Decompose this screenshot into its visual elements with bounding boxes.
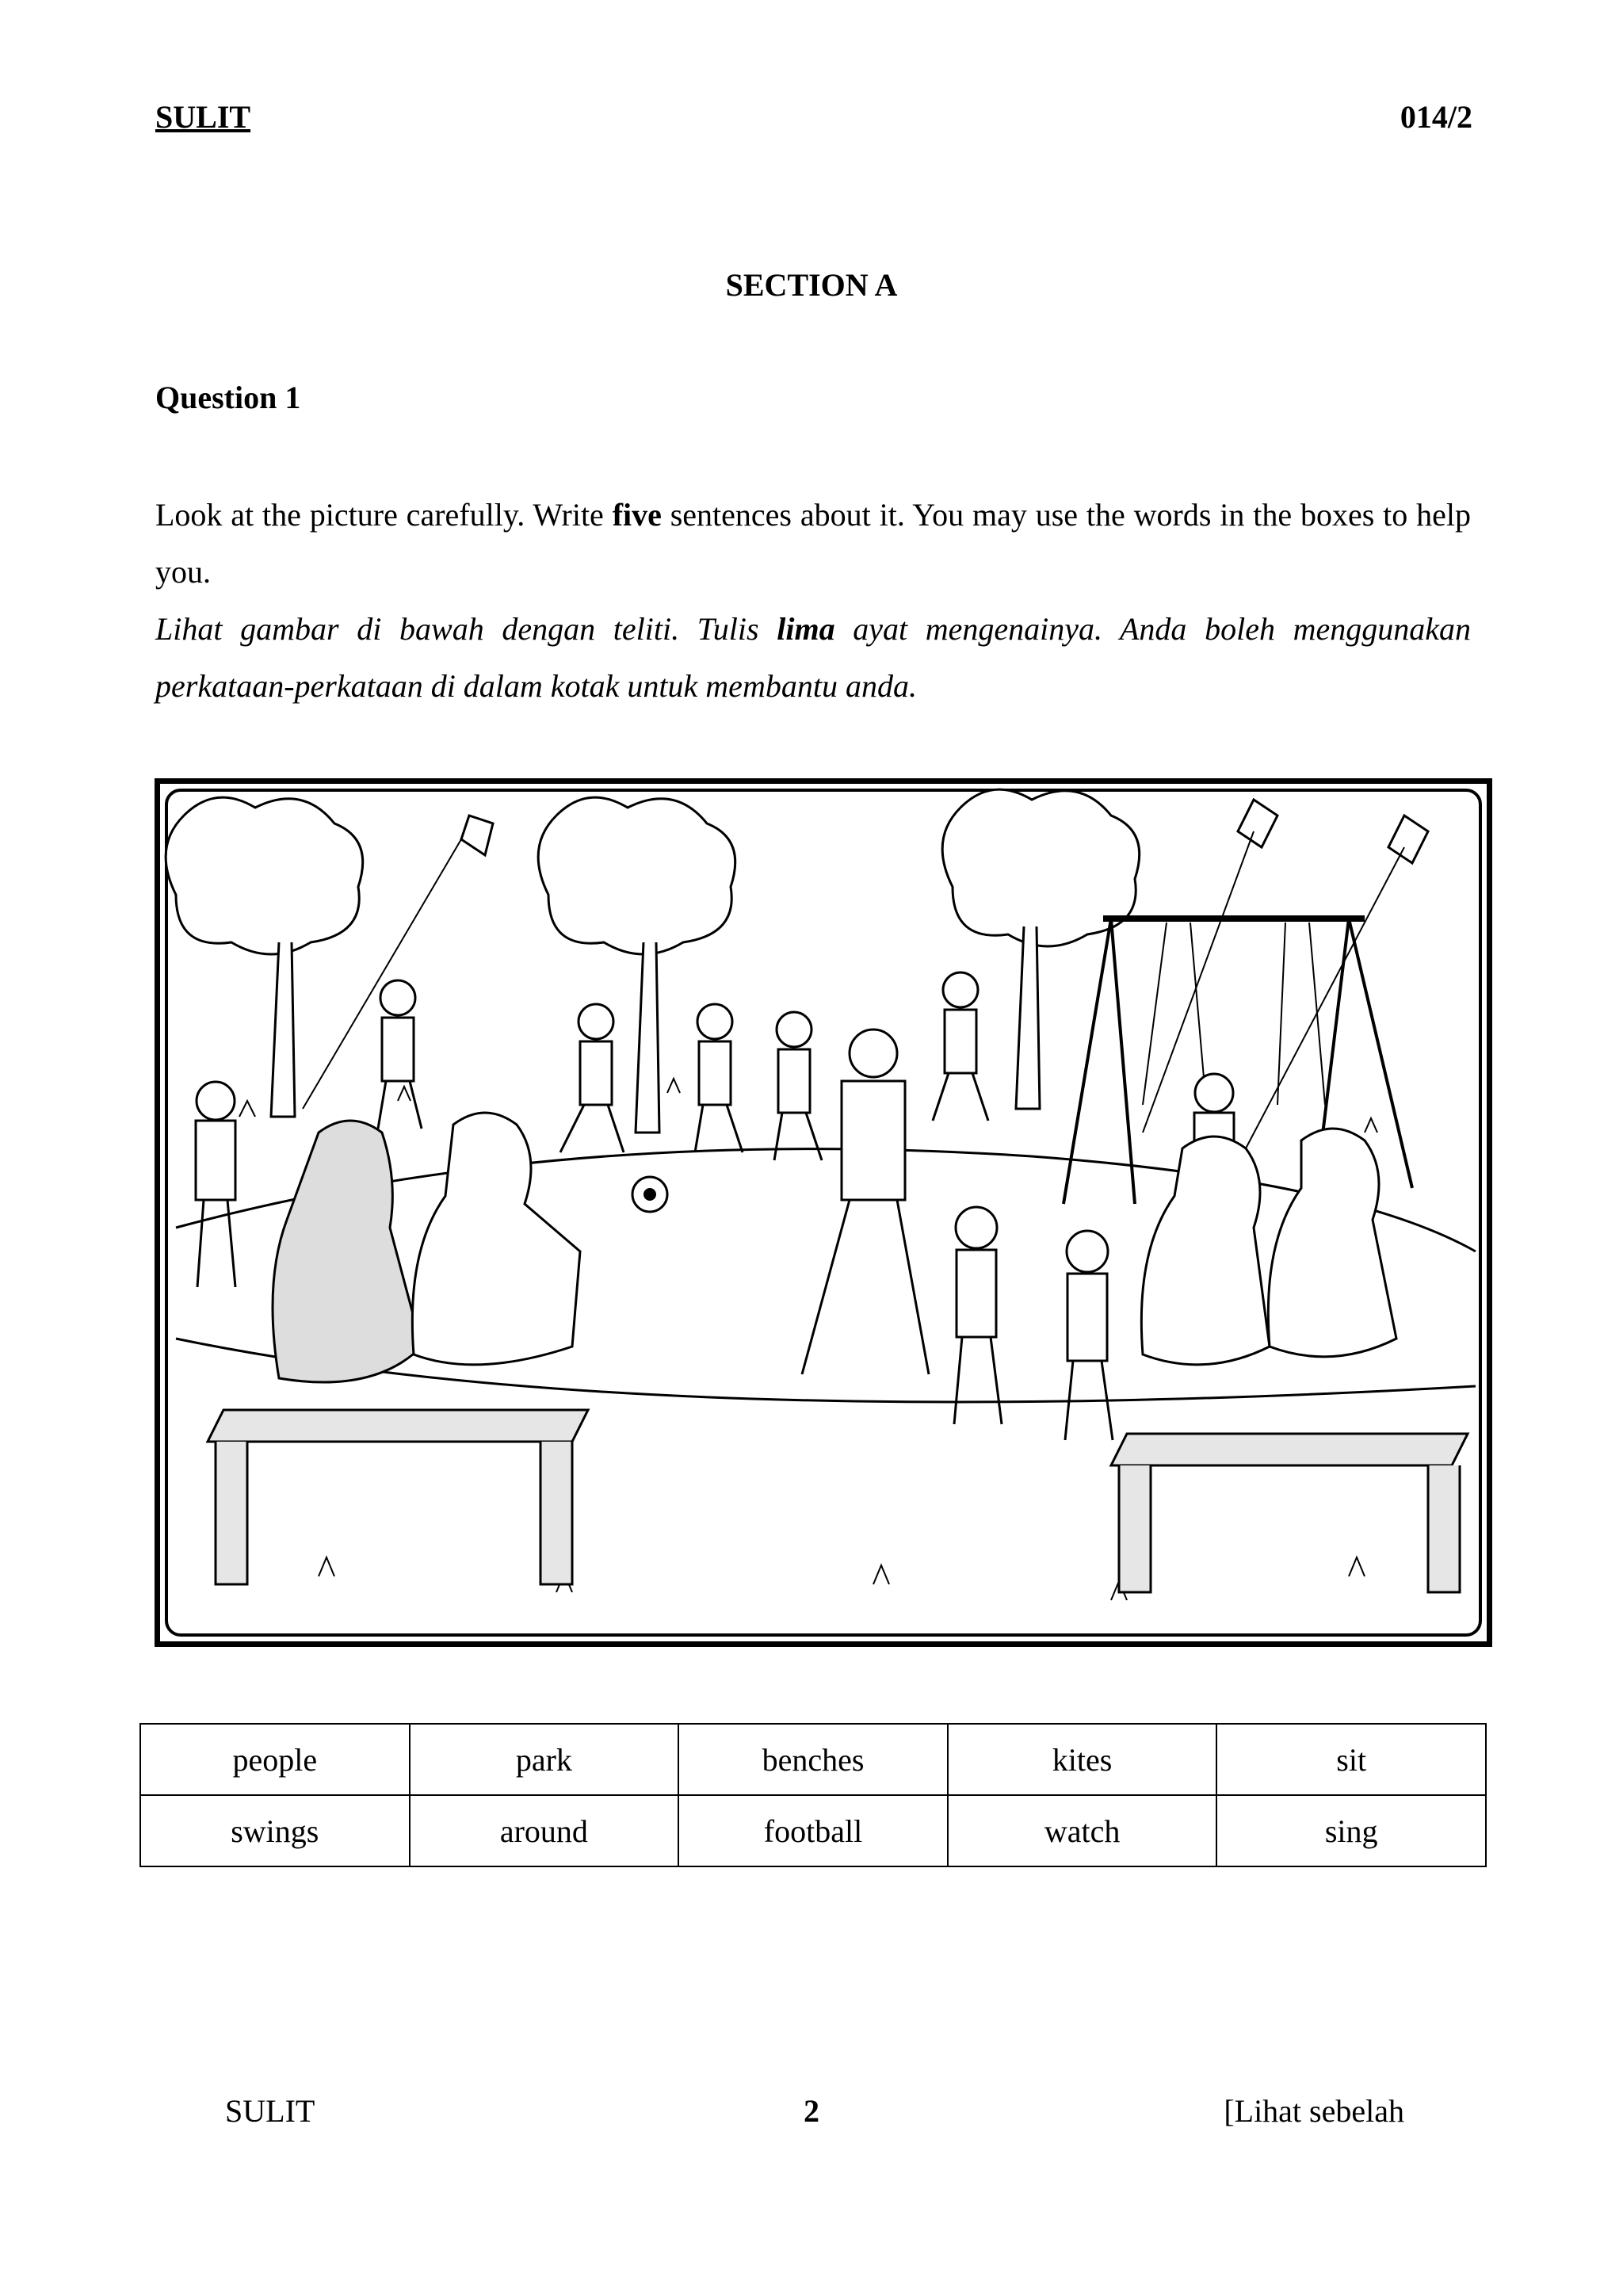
word-cell: sing [1216, 1795, 1486, 1866]
header-sulit: SULIT [155, 99, 251, 135]
word-cell: benches [678, 1724, 948, 1795]
word-cell: football [678, 1795, 948, 1866]
word-cell: sit [1216, 1724, 1486, 1795]
word-cell: watch [948, 1795, 1217, 1866]
section-title: SECTION A [725, 267, 898, 303]
header-paper-code: 014/2 [1400, 99, 1472, 135]
bench-icon [208, 1410, 1468, 1592]
word-cell: around [410, 1795, 679, 1866]
instructions-english: Look at the picture carefully. Write five sentences about it. You may use the words in the boxes to help you. [155, 497, 1471, 590]
word-cell: swings [140, 1795, 410, 1866]
word-cell: park [410, 1724, 679, 1795]
footer-sulit: SULIT [225, 2093, 315, 2129]
page-number: 2 [804, 2093, 819, 2129]
instructions-malay: Lihat gambar di bawah dengan teliti. Tulis lima ayat mengenainya. Anda boleh menggunakan perkataan-perkataan di dalam kotak untuk membantu anda. [155, 611, 1471, 704]
man-figure-icon [802, 1030, 929, 1374]
footer-next-page: [Lihat sebelah [1224, 2093, 1404, 2129]
football-icon [632, 1177, 667, 1212]
park-illustration [155, 778, 1492, 1647]
tree-icon [166, 789, 1140, 1133]
word-cell: people [140, 1724, 410, 1795]
question-title: Question 1 [155, 380, 301, 415]
word-cell: kites [948, 1724, 1217, 1795]
table-row [140, 1795, 1486, 1866]
seated-women-icon [273, 1113, 1396, 1382]
word-bank-table [139, 1723, 1487, 1867]
table-row [140, 1724, 1486, 1795]
